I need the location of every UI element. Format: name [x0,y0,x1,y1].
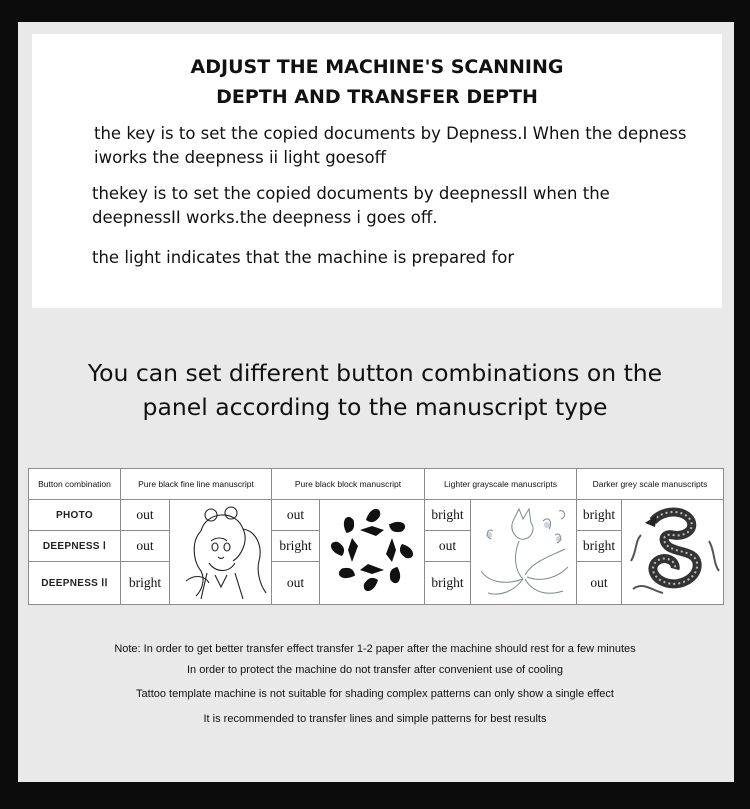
table-cell: out [425,531,471,562]
row-label-deepness-1: DEEPNESS Ⅰ [29,531,121,562]
fox-creature-image [471,500,577,605]
tribal-sun-image [320,500,425,605]
note-line-4: It is recommended to transfer lines and simple patterns for best results [203,713,547,725]
row-label-deepness-2: DEEPNESS ⅠⅠ [29,562,121,605]
table-cell: out [272,500,320,531]
instruction-paragraph-3: the light indicates that the machine is prepared for [92,248,515,267]
header-darker-grayscale: Darker grey scale manuscripts [577,469,724,500]
instruction-paragraph-2: thekey is to set the copied documents by deepnessII when the deepnessII works.the deepness i goes off. [92,184,610,227]
instruction-paragraph-1: the key is to set the copied documents by Depness.I When the depness iworks the deepness ii light goesoff [94,124,687,167]
table-cell: bright [425,562,471,605]
table-cell: bright [121,562,170,605]
table-cell: out [577,562,622,605]
table-cell: out [272,562,320,605]
table-header-row [29,469,724,500]
row-label-photo: PHOTO [29,500,121,531]
note-line-3: Tattoo template machine is not suitable for shading complex patterns can only show a single effect [136,688,614,700]
table-cell: out [121,500,170,531]
table-row [29,500,724,531]
header-lighter-grayscale: Lighter grayscale manuscripts [425,469,577,500]
header-button-combination: Button combination [29,469,121,500]
table-cell: bright [272,531,320,562]
table-cell: bright [425,500,471,531]
table-cell: bright [577,500,622,531]
header-block: Pure black block manuscript [272,469,425,500]
anime-girl-image [170,500,272,605]
instruction-card [32,34,722,308]
snake-tattoo-image [622,500,724,605]
table-cell: bright [577,531,622,562]
button-combination-table [28,468,724,605]
headline: You can set different button combinations on the panel according to the manuscript type [87,359,663,421]
note-line-1: Note: In order to get better transfer effect transfer 1-2 paper after the machine should rest for a few minutes [114,643,636,655]
table-cell: out [121,531,170,562]
header-fine-line: Pure black fine line manuscript [121,469,272,500]
note-line-2: In order to protect the machine do not transfer after convenient use of cooling [186,664,564,676]
card-title: ADJUST THE MACHINE'S SCANNING DEPTH AND TRANSFER DEPTH [190,56,564,108]
